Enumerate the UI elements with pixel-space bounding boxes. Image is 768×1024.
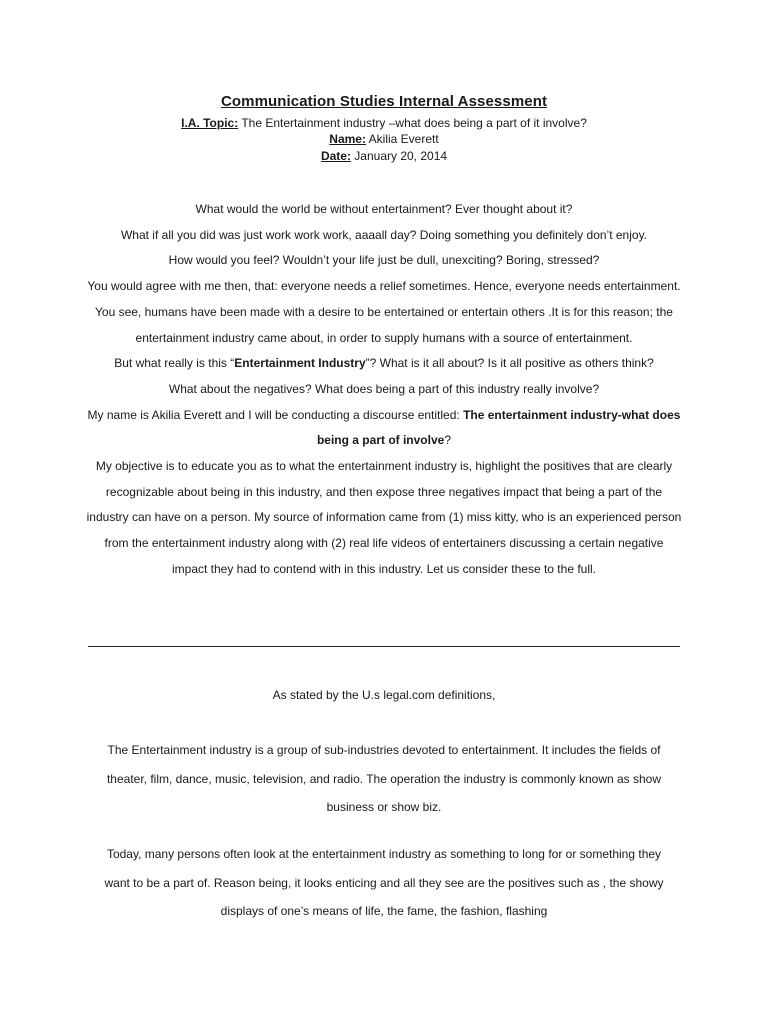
intro-paragraph-6: What about the negatives? What does being a part of this industry really involve?: [168, 381, 600, 396]
body-paragraph: Today, many persons often look at the entertainment industry as something to long for or something they want to be a part of. Reason being, it looks enticing and all they see are the positives such as , the showy displays of one’s means of life, the fame, the fashion, flashing: [104, 847, 664, 918]
name-label: Name:: [329, 132, 366, 146]
intro-paragraph-5: [86, 351, 682, 377]
intro-paragraph-1: What would the world be without entertainment? Ever thought about it?: [195, 202, 573, 216]
introduction: [86, 197, 682, 583]
document-title: Communication Studies Internal Assessment: [220, 93, 548, 110]
discourse-title: The entertainment industry-what does being a part of involve: [316, 407, 681, 448]
intro-p7-after: ?: [444, 433, 452, 448]
definition-source: As stated by the U.s legal.com definitions,: [272, 688, 496, 702]
date-label: Date:: [320, 149, 351, 163]
name-line: [0, 132, 768, 146]
section-divider: [88, 646, 680, 647]
intro-paragraph-8: My objective is to educate you as to what the entertainment industry is, highlight the positives that are clearly recognizable about being in this industry, and then expose three negatives impact that being a part of the industry can have on a person. My source of information came from (1) miss kitty, who is an experienced person from the entertainment industry along with (2) real life videos of entertainers discussing a certain negative impact they had to contend with in this industry. Let us consider these to the full.: [86, 459, 682, 576]
intro-paragraph-4: You would agree with me then, that: everyone needs a relief sometimes. Hence, everyone needs entertainment. You see, humans have been made with a desire to be entertained or entertain others .It is for this reason; the entertainment industry came about, in order to supply humans with a source of entertainment.: [87, 279, 681, 345]
intro-p5-bold: Entertainment Industry: [234, 356, 366, 371]
date-line: [0, 149, 768, 163]
date-value: January 20, 2014: [350, 149, 448, 163]
intro-p5-after: ”? What is it all about? Is it all positive as others think?: [365, 356, 654, 371]
intro-paragraph-2: What if all you did was just work work work, aaaall day? Doing something you definitely don’t enjoy.: [120, 227, 648, 242]
intro-paragraph-3: How would you feel? Wouldn’t your life just be dull, unexciting? Boring, stressed?: [168, 253, 600, 268]
topic-value: The Entertainment industry –what does being a part of it involve?: [238, 116, 587, 130]
intro-paragraph-7: [86, 403, 682, 454]
definition-paragraph: The Entertainment industry is a group of sub-industries devoted to entertainment. It includes the fields of theater, film, dance, music, television, and radio. The operation the industry is commonly known as show business or show biz.: [106, 743, 662, 814]
name-value: Akilia Everett: [365, 132, 439, 146]
topic-line: [0, 116, 768, 130]
intro-p5-before: But what really is this “: [114, 356, 235, 371]
topic-label: I.A. Topic:: [181, 116, 239, 130]
intro-p7-before: My name is Akilia Everett and I will be conducting a discourse entitled:: [87, 407, 464, 422]
